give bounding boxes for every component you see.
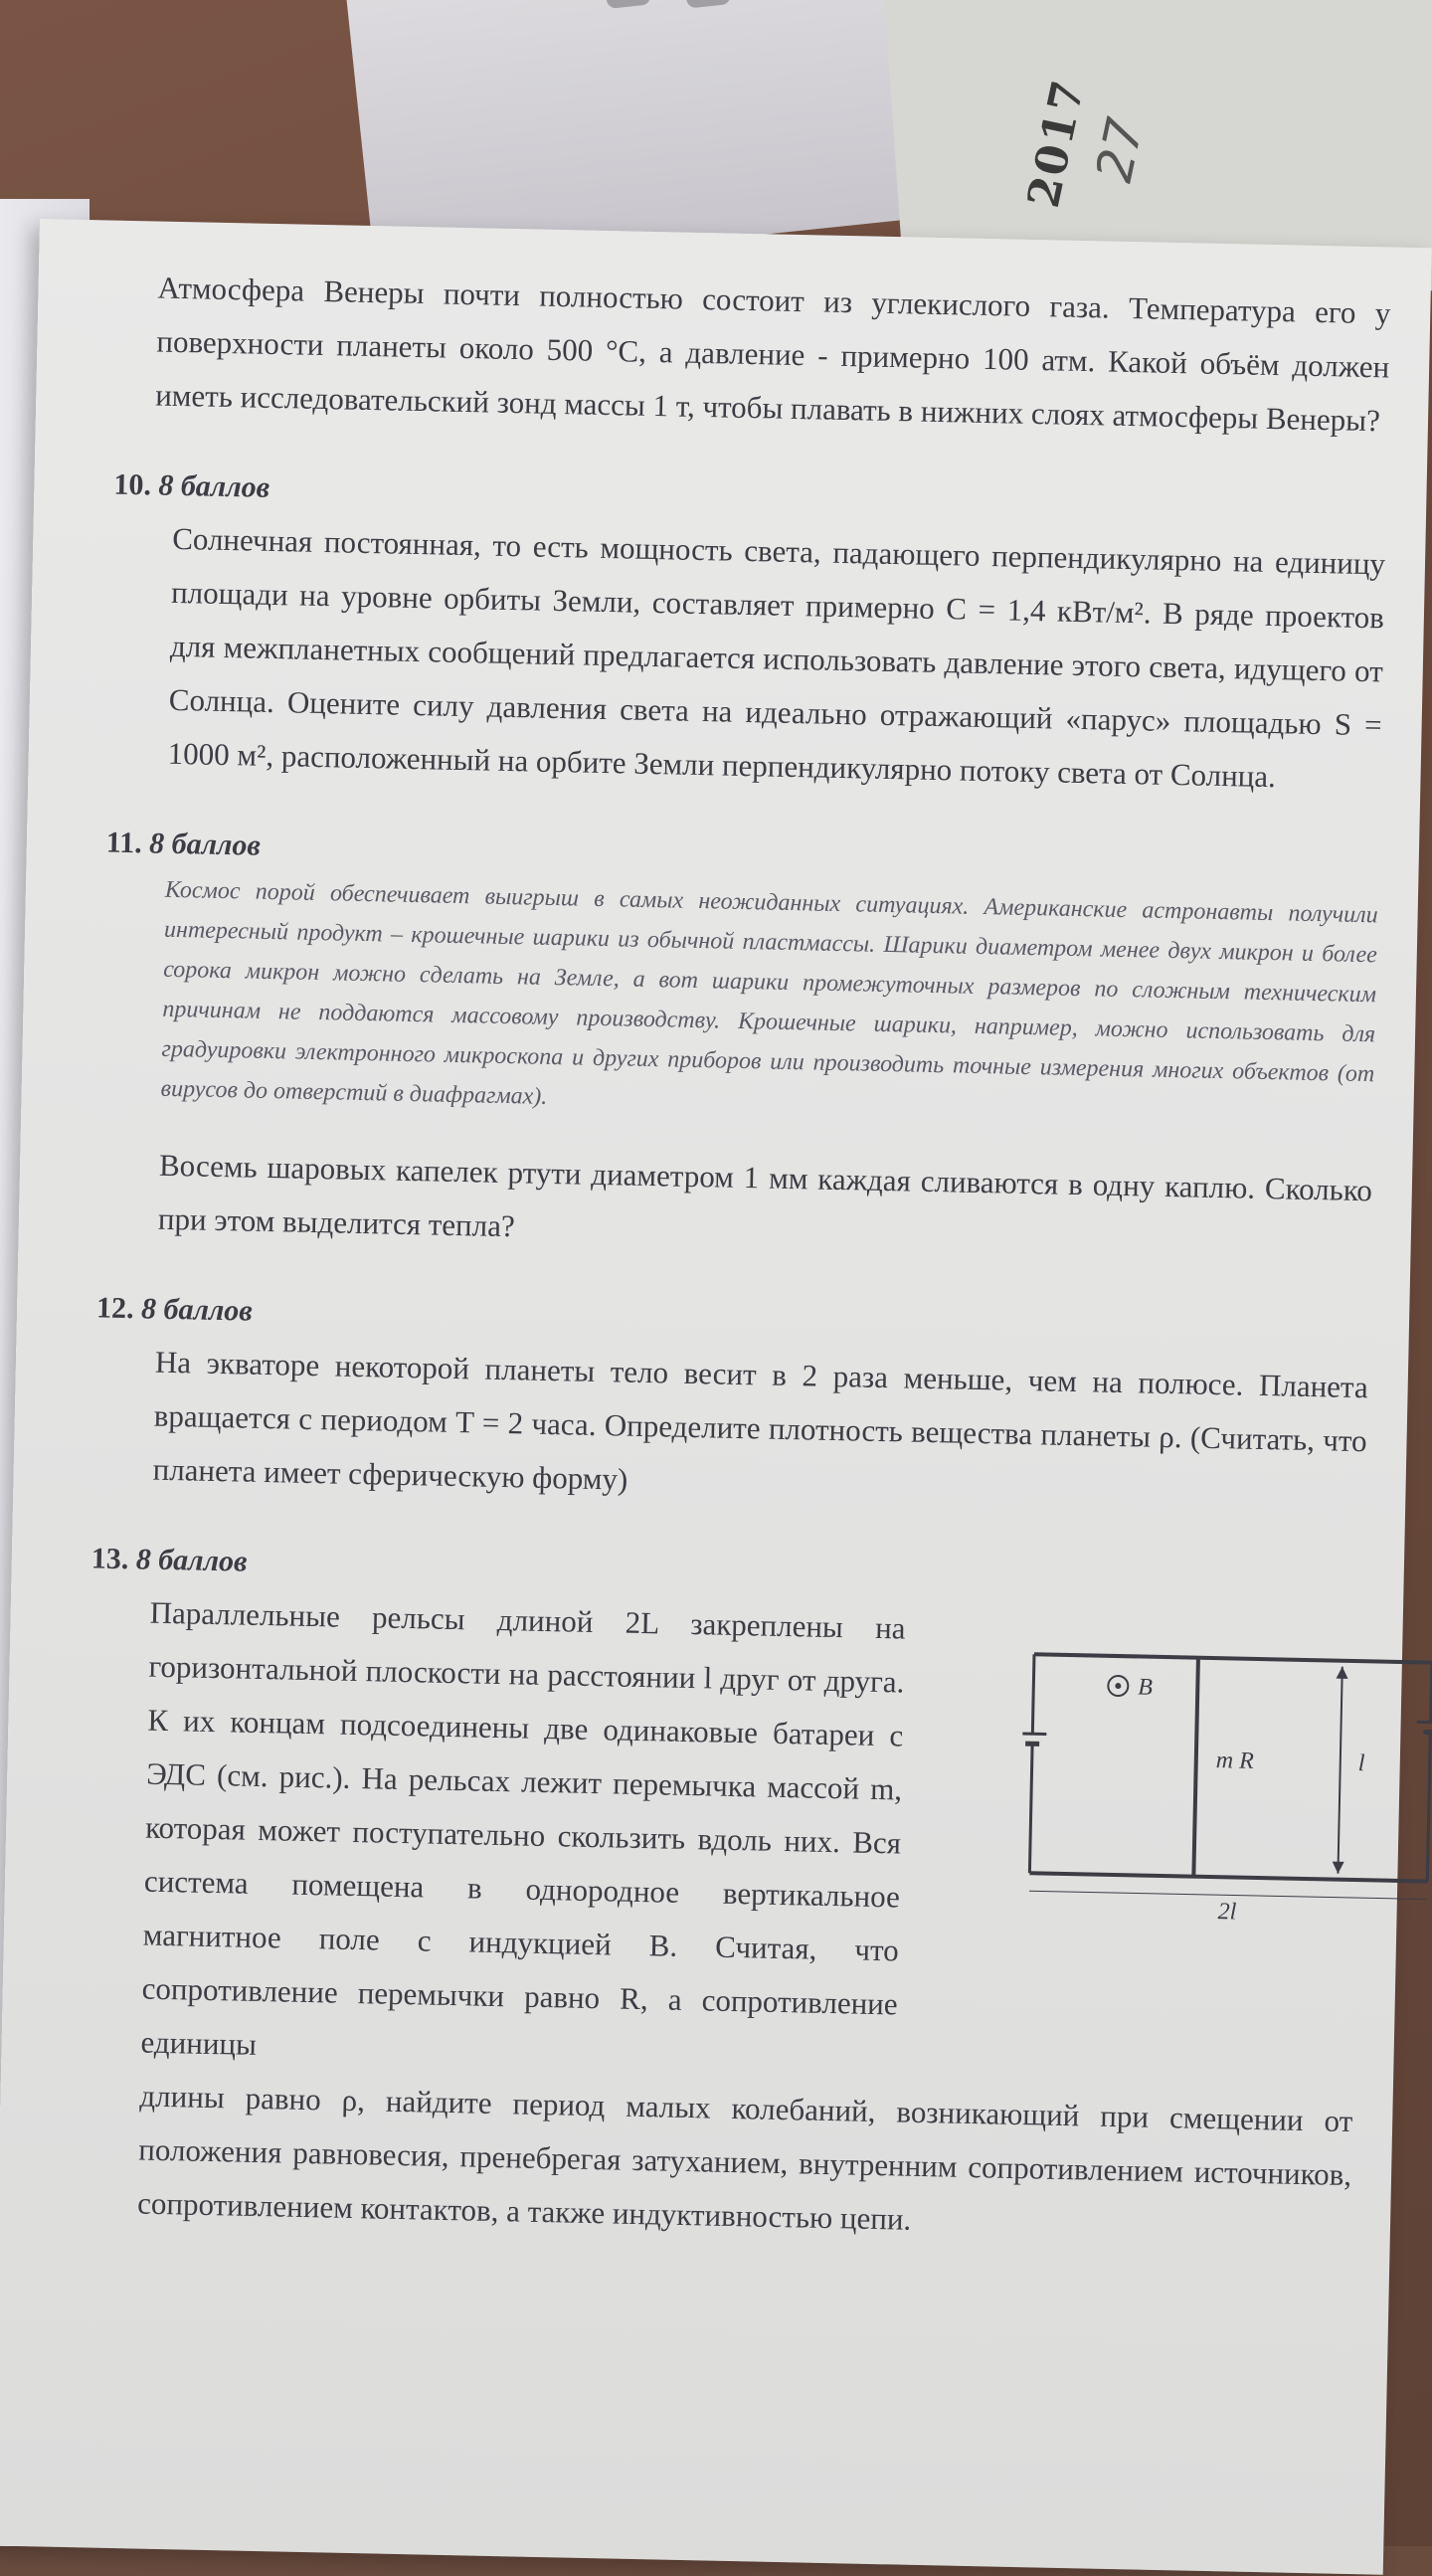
problem-11 [97,822,1379,1272]
problem-text-full: длины равно ρ, найдите период малых колебаний, возникающий при смещении от положения равновесия, пренебрегая затуханием, внутренним сопротивлением источников, сопротивлением контактов, а также индуктивностью цепи. [137,2070,1353,2257]
dimension-l-line [1338,1667,1342,1874]
problem-points: 8 баллов [141,1292,253,1327]
problem-points: 8 баллов [149,827,261,861]
problem-number: 12. [96,1291,134,1325]
problem-text: Солнечная постоянная, то есть мощность света, падающего перпендикулярно на единицу площади на уровне орбиты Земли, составляет примерно C = 1,4 кВт/м². В ряде проектов для межпланетных сообщений предлагается использовать давление этого света, идущего от Солнца. Оцените силу давления света на идеально отражающий «парус» площадью S = 1000 м², расположенный на орбите Земли перпендикулярно потоку света от Солнца. [167,512,1385,806]
sleeve-hole [606,0,651,9]
sliding-crossbar [1193,1658,1198,1877]
problem-12 [92,1286,1369,1522]
problem-13 [78,1537,1364,2256]
field-dot-center [1115,1683,1121,1689]
problem-intro-note: Космос порой обеспечивает выигрыш в самых неожиданных ситуациях. Американские астронавты получили интересный продукт – крошечные шарики из обычной пластмассы. Шарики диаметром менее двух микрон и более сорока микрон можно сделать на Земле, а вот шарики промежуточных размеров по сложным техническим причинам не поддаются массовому производству. Крошечные шарики, например, можно использовать для градуировки электронного микроскопа и других приборов или производить точные измерения многих объектов (от вирусов до отверстий в диафрагмах). [160,870,1378,1134]
sleeve-hole [685,0,731,9]
problem-10 [107,463,1386,807]
bottom-rail [1029,1873,1427,1881]
right-battery-plate-long [1417,1722,1432,1723]
exam-sheet [0,219,1432,2575]
label-2l: 2l [1217,1899,1237,1925]
dimension-2l-line [1029,1891,1427,1899]
left-battery-plate-long [1018,1734,1046,1735]
problem-points: 8 баллов [135,1543,247,1577]
problem-body [157,870,1378,1271]
circuit-diagram [1018,1624,1432,1932]
problem-text: На экваторе некоторой планеты тело весит в 2 раза меньше, чем на полюсе. Планета вращается с периодом T = 2 часа. Определите плотность вещества планеты ρ. (Считать, что планета имеет сферическую форму) [152,1336,1368,1523]
problem-number: 13. [90,1542,128,1575]
problem-number: 10. [113,468,151,502]
label-b: B [1138,1674,1154,1700]
page-content [78,261,1391,2256]
left-wire-top [1032,1654,1034,1734]
top-rail [1034,1654,1432,1662]
problem-points: 8 баллов [158,469,269,504]
right-wire-bottom [1427,1733,1430,1882]
intro-problem-text: Атмосфера Венеры почти полностью состоит из углекислого газа. Температура его у поверхности планеты около 500 °C, а давление - примерно 100 атм. Какой объём должен иметь исследовательский зонд массы 1 т, чтобы плавать в нижних слоях атмосферы Венеры? [155,262,1391,449]
problem-body [137,1586,1363,2256]
arrow-down-icon [1332,1862,1343,1874]
stamp-number: 27 [1085,113,1155,187]
label-l: l [1357,1750,1365,1776]
label-mr: m R [1216,1748,1255,1774]
problem-text: Восемь шаровых капелек ртути диаметром 1 мм каждая сливаются в одну каплю. Сколько при этом выделится тепла? [157,1139,1372,1272]
arrow-up-icon [1337,1667,1348,1679]
problem-text-wrapped: Параллельные рельсы длиной 2L закреплены на горизонтальной плоскости на расстоянии l друг от друга. К их концам подсоединены две одинаковые батареи с ЭДС (см. рис.). На рельсах лежит перемычка массой m, которая может поступательно скользить вдоль них. Вся система помещена в однородное вертикальное магнитное поле с индукцией B. Считая, что сопротивление перемычки равно R, а сопротивление единицы [140,1586,906,2086]
circuit-svg [1018,1624,1432,1932]
problem-number: 11. [106,827,143,860]
stamp-year: 2017 [1018,36,1103,212]
left-wire-bottom [1029,1744,1032,1873]
